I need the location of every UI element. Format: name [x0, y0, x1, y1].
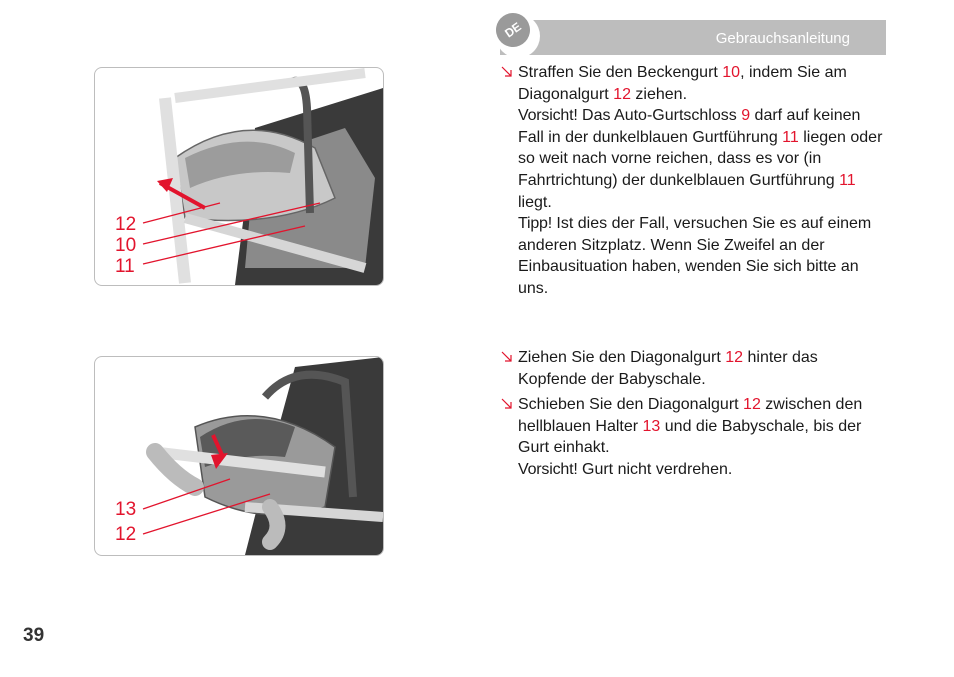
step-tighten-lap-belt: Straffen Sie den Beckengurt 10, indem Sie am Diagonalgurt 12 ziehen. [500, 62, 890, 105]
warning-no-twist: Vorsicht! Gurt nicht verdrehen. [518, 460, 733, 478]
ref-13: 13 [642, 417, 661, 435]
callout-11: 11 [115, 256, 135, 277]
callout-12: 12 [115, 214, 137, 235]
instructions-section-2 [500, 347, 890, 485]
ref-12: 12 [613, 85, 631, 103]
tip-other-seat: Tipp! Ist dies der Fall, versuchen Sie es auf einem anderen Sitzplatz. Wenn Sie Zweifel an der Einbausituation haben, wenden Sie sich bitte an uns. [518, 215, 872, 297]
language-tab [496, 14, 540, 58]
step-slide-diagonal-belt: Schieben Sie den Diagonalgurt 12 zwischen den hellblauen Halter 13 und die Babyschale, bis der Gurt einhakt. [500, 394, 890, 459]
figure-tighten-lap-belt [94, 67, 384, 286]
warning-belt-buckle: Vorsicht! Das Auto-Gurtschloss 9 darf auf keinen Fall in der dunkelblauen Gurtführung 11 liegen oder so weit nach vorne reichen, dass es vor (in Fahrtrichtung) der dunkelblauen Gurtführung 11 liegt. [518, 107, 883, 211]
arrow-step-icon [500, 65, 513, 78]
header-title: Gebrauchsanleitung [715, 30, 850, 47]
figure-route-diagonal-belt [94, 356, 384, 556]
ref-12d: 12 [743, 396, 761, 414]
ref-12c: 12 [725, 349, 744, 366]
instructions-section-1 [500, 62, 890, 304]
arrow-step-icon [500, 350, 513, 363]
callout-10: 10 [115, 235, 137, 256]
step-pull-diagonal-belt: Ziehen Sie den Diagonalgurt 12 hinter das Kopfende der Babyschale. [500, 347, 890, 390]
callout-13: 13 [115, 499, 137, 520]
illustration-car-seat-1 [95, 68, 383, 285]
arrow-step-icon [500, 397, 513, 410]
warning-label-2: Vorsicht! [518, 460, 578, 478]
header-bar [500, 20, 886, 55]
ref-10: 10 [722, 64, 741, 81]
ref-11b: 11 [839, 171, 856, 189]
page-number: 39 [23, 625, 45, 646]
tip-label: Tipp! [518, 215, 552, 233]
ref-11: 11 [782, 128, 799, 146]
ref-9: 9 [741, 107, 751, 125]
language-badge: DE [489, 6, 536, 53]
warning-label: Vorsicht! [518, 107, 578, 125]
callout-12b: 12 [115, 524, 137, 545]
illustration-car-seat-2 [95, 357, 383, 555]
